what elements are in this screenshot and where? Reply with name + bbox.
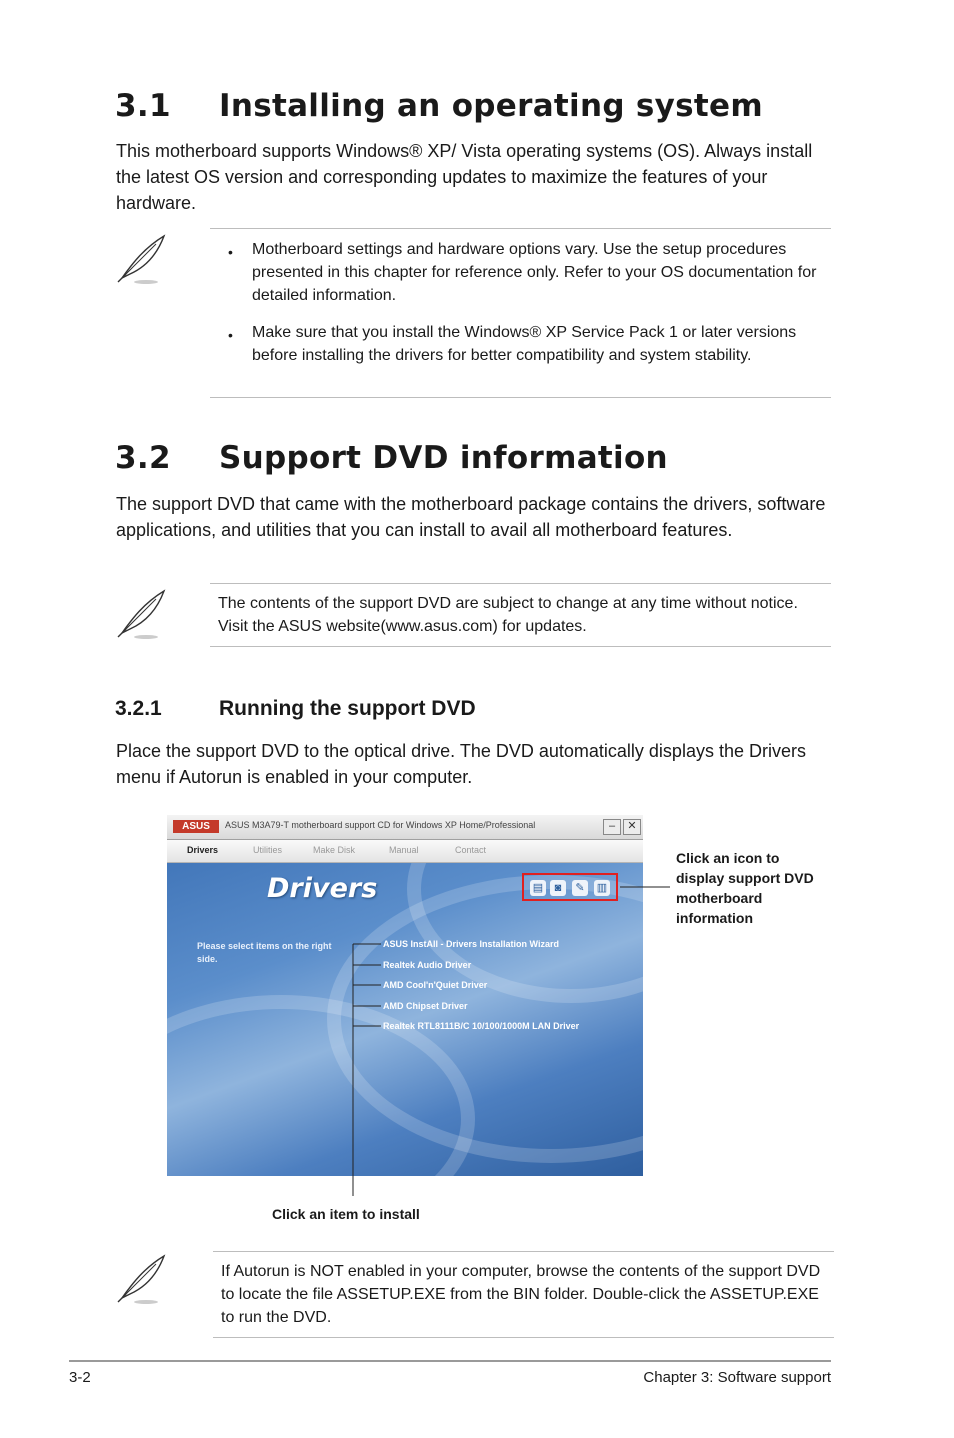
- tab-utilities[interactable]: Utilities: [253, 845, 283, 855]
- driver-item[interactable]: ASUS InstAll - Drivers Installation Wizard: [383, 939, 559, 949]
- bullet-marker: •: [228, 244, 233, 260]
- note-feather-icon: [112, 1250, 168, 1306]
- dvd-note: The contents of the support DVD are subject to change at any time without notice. Visit the ASUS website(www.asus.com) for updates.: [218, 595, 798, 635]
- asus-logo: ASUS: [173, 820, 219, 833]
- note-bottom-rule: [213, 1337, 834, 1338]
- section-number: 3.2: [115, 440, 171, 476]
- note-bullet-2: Make sure that you install the Windows® XP Service Pack 1 or later versions before installing the drivers for better compatibility and system stability.: [252, 324, 797, 364]
- subsection-intro: Place the support DVD to the optical drive. The DVD automatically displays the Drivers menu if Autorun is enabled in your computer.: [116, 741, 806, 787]
- window-title: ASUS M3A79-T motherboard support CD for Windows XP Home/Professional: [225, 820, 536, 830]
- note-bullet-1: Motherboard settings and hardware options vary. Use the setup procedures presented in this chapter for reference only. Refer to your OS documentation for detailed information.: [252, 241, 817, 304]
- close-button[interactable]: ✕: [623, 819, 641, 835]
- callout-items: Click an item to install: [272, 1206, 420, 1222]
- browse-icon[interactable]: ◙: [550, 880, 566, 896]
- tech-support-icon[interactable]: ✎: [572, 880, 588, 896]
- drivers-heading: Drivers: [267, 873, 378, 904]
- tab-make-disk[interactable]: Make Disk: [313, 845, 356, 855]
- section-3-1-intro: This motherboard supports Windows® XP/ Vista operating systems (OS). Always install the latest OS version and corresponding updates to maximize the features of your hardware.: [116, 141, 813, 213]
- tab-manual[interactable]: Manual: [389, 845, 419, 855]
- callout-icons: Click an icon to display support DVD motherboard information: [676, 850, 814, 926]
- bullet-marker: •: [228, 327, 233, 343]
- chapter-title: Chapter 3: Software support: [643, 1369, 831, 1386]
- driver-item[interactable]: AMD Chipset Driver: [383, 1001, 468, 1011]
- tab-drivers[interactable]: Drivers: [187, 845, 219, 855]
- section-title: Support DVD information: [219, 440, 668, 476]
- filelist-icon[interactable]: ▥: [594, 880, 610, 896]
- page-number: 3-2: [69, 1369, 91, 1386]
- driver-item[interactable]: Realtek Audio Driver: [383, 960, 472, 970]
- driver-item[interactable]: Realtek RTL8111B/C 10/100/1000M LAN Driver: [383, 1021, 580, 1031]
- section-title: Installing an operating system: [219, 88, 763, 124]
- note-top-rule: [213, 1251, 834, 1252]
- subsection-title: Running the support DVD: [219, 697, 476, 720]
- selection-hint: Please select items on the right side.: [197, 941, 332, 964]
- autorun-note: If Autorun is NOT enabled in your computer, browse the contents of the support DVD to locate the file ASSETUP.EXE from the BIN folder. Double-click the ASSETUP.EXE to run the DVD.: [221, 1263, 821, 1326]
- tab-contact[interactable]: Contact: [455, 845, 487, 855]
- section-number: 3.1: [115, 88, 171, 124]
- driver-item[interactable]: AMD Cool'n'Quiet Driver: [383, 980, 488, 990]
- section-3-2-intro: The support DVD that came with the motherboard package contains the drivers, software applications, and utilities that you can install to avail all motherboard features.: [116, 494, 826, 540]
- minimize-button[interactable]: –: [603, 819, 621, 835]
- footer-rule: [69, 1360, 831, 1362]
- specs-icon[interactable]: ▤: [530, 880, 546, 896]
- subsection-number: 3.2.1: [115, 697, 162, 720]
